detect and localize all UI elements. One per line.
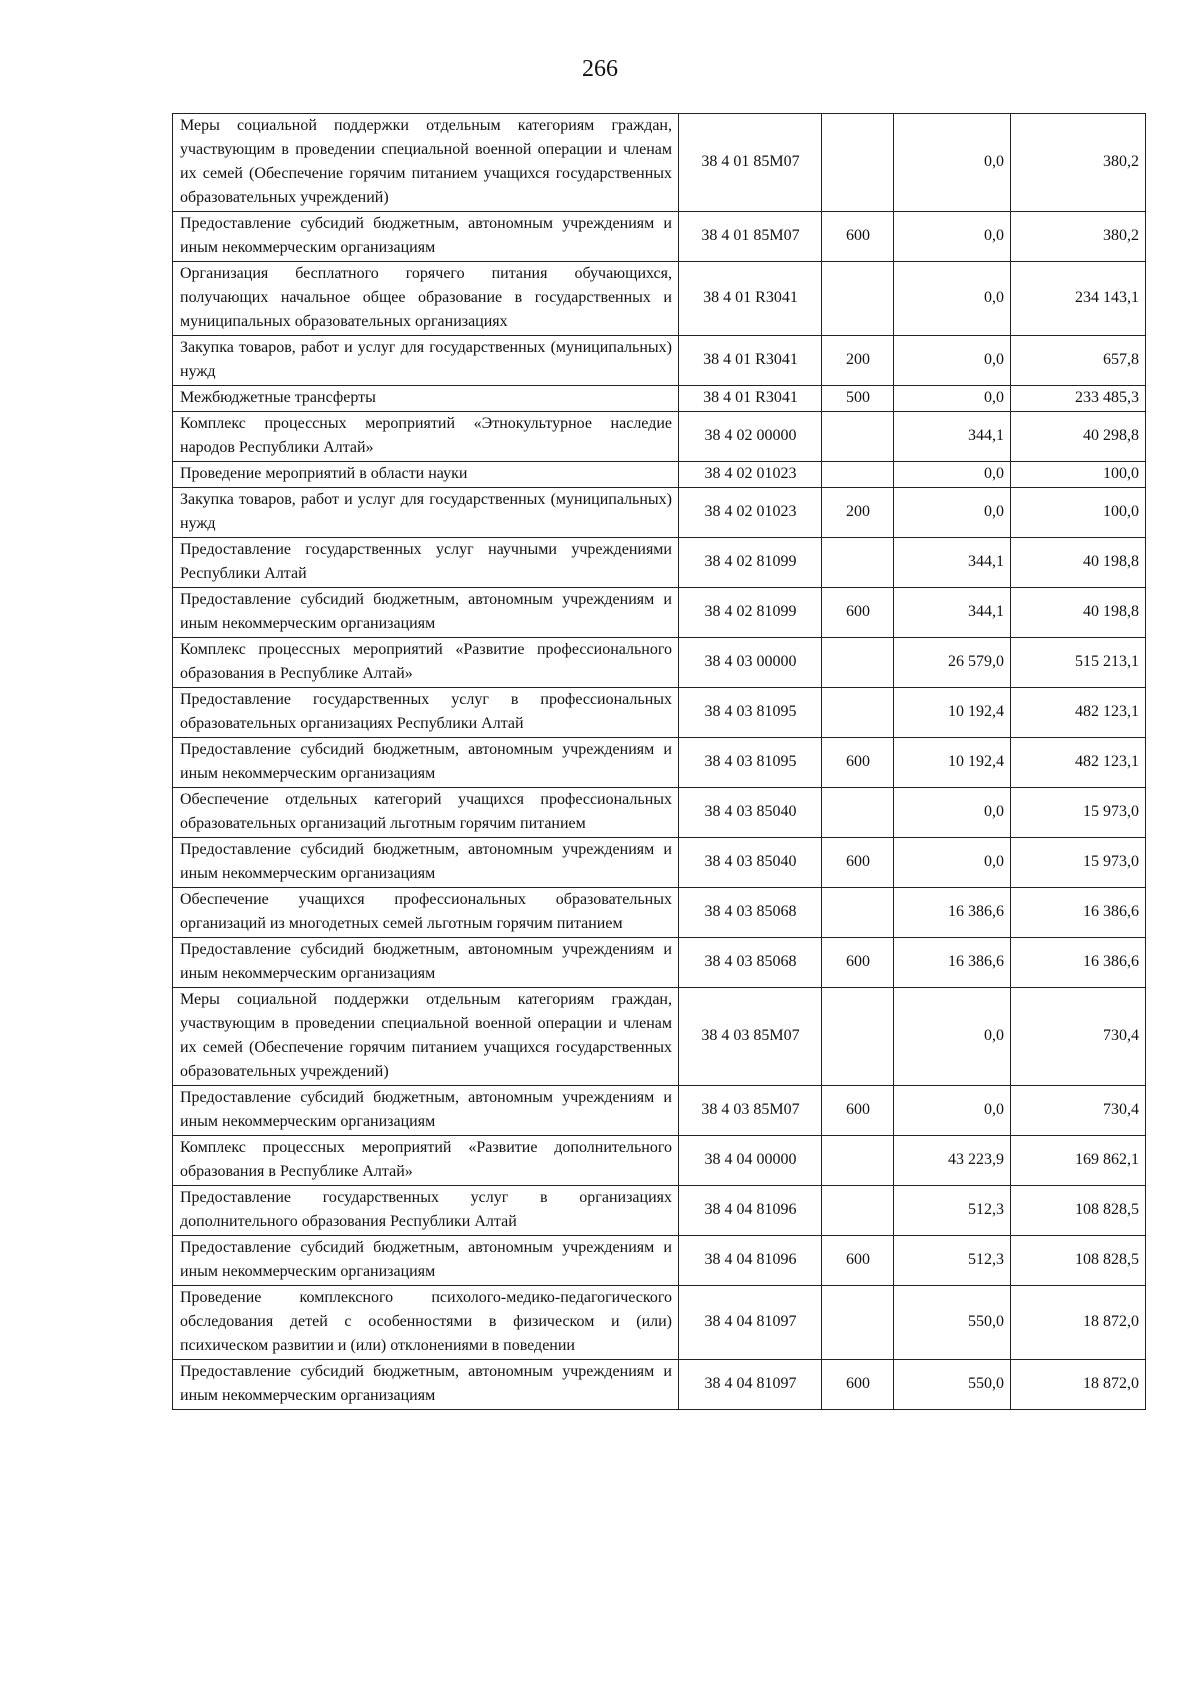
row-name: Предоставление субсидий бюджетным, автономным учреждениям и иным некоммерческим организациям: [173, 1360, 679, 1410]
row-value-1: 43 223,9: [894, 1136, 1011, 1186]
row-name: Закупка товаров, работ и услуг для государственных (муниципальных) нужд: [173, 336, 679, 386]
row-value-2: 482 123,1: [1011, 688, 1146, 738]
row-value-2: 380,2: [1011, 114, 1146, 212]
row-value-1: 512,3: [894, 1186, 1011, 1236]
row-name: Предоставление государственных услуг научными учреждениями Республики Алтай: [173, 538, 679, 588]
row-value-1: 26 579,0: [894, 638, 1011, 688]
row-value-2: 40 198,8: [1011, 588, 1146, 638]
row-code: 38 4 03 85М07: [679, 988, 822, 1086]
row-expense-type: 600: [822, 1360, 894, 1410]
row-name: Предоставление субсидий бюджетным, автономным учреждениям и иным некоммерческим организациям: [173, 738, 679, 788]
table-row: [173, 386, 1146, 412]
row-value-2: 515 213,1: [1011, 638, 1146, 688]
budget-table-body: [173, 114, 1146, 1410]
row-code: 38 4 03 85068: [679, 938, 822, 988]
budget-table: [172, 113, 1146, 1410]
row-value-1: 0,0: [894, 488, 1011, 538]
row-expense-type: [822, 1186, 894, 1236]
table-row: [173, 1186, 1146, 1236]
table-row: [173, 1286, 1146, 1360]
row-code: 38 4 02 01023: [679, 488, 822, 538]
row-value-1: 10 192,4: [894, 688, 1011, 738]
row-name: Проведение комплексного психолого-медико-педагогического обследования детей с особенностями в физическом и (или) психическом развитии и (или) отклонениями в поведении: [173, 1286, 679, 1360]
row-name: Предоставление государственных услуг в организациях дополнительного образования Республики Алтай: [173, 1186, 679, 1236]
row-expense-type: [822, 412, 894, 462]
row-value-2: 169 862,1: [1011, 1136, 1146, 1186]
row-name: Предоставление субсидий бюджетным, автономным учреждениям и иным некоммерческим организациям: [173, 938, 679, 988]
table-row: [173, 1086, 1146, 1136]
row-expense-type: [822, 114, 894, 212]
row-code: 38 4 02 01023: [679, 462, 822, 488]
row-code: 38 4 03 81095: [679, 688, 822, 738]
table-row: [173, 1360, 1146, 1410]
row-value-1: 0,0: [894, 336, 1011, 386]
row-code: 38 4 03 85068: [679, 888, 822, 938]
row-value-2: 18 872,0: [1011, 1360, 1146, 1410]
table-row: [173, 788, 1146, 838]
row-expense-type: [822, 538, 894, 588]
row-expense-type: 500: [822, 386, 894, 412]
row-code: 38 4 01 85М07: [679, 212, 822, 262]
row-code: 38 4 03 85040: [679, 838, 822, 888]
row-expense-type: 600: [822, 938, 894, 988]
row-expense-type: 200: [822, 336, 894, 386]
row-name: Предоставление субсидий бюджетным, автономным учреждениям и иным некоммерческим организациям: [173, 1236, 679, 1286]
row-name: Предоставление государственных услуг в профессиональных образовательных организациях Республики Алтай: [173, 688, 679, 738]
row-value-2: 100,0: [1011, 462, 1146, 488]
table-row: [173, 262, 1146, 336]
row-code: 38 4 01 85М07: [679, 114, 822, 212]
table-row: [173, 462, 1146, 488]
row-expense-type: 600: [822, 588, 894, 638]
row-value-2: 40 298,8: [1011, 412, 1146, 462]
table-row: [173, 588, 1146, 638]
row-code: 38 4 04 81096: [679, 1186, 822, 1236]
table-row: [173, 838, 1146, 888]
row-value-1: 0,0: [894, 114, 1011, 212]
row-code: 38 4 03 00000: [679, 638, 822, 688]
row-value-1: 344,1: [894, 538, 1011, 588]
row-name: Комплекс процессных мероприятий «Развитие дополнительного образования в Республике Алтай»: [173, 1136, 679, 1186]
row-value-1: 0,0: [894, 386, 1011, 412]
row-name: Меры социальной поддержки отдельным категориям граждан, участвующим в проведении специальной военной операции и членам их семей (Обеспечение горячим питанием учащихся государственных образовательных учреждений): [173, 988, 679, 1086]
row-expense-type: [822, 788, 894, 838]
row-expense-type: [822, 462, 894, 488]
row-name: Закупка товаров, работ и услуг для государственных (муниципальных) нужд: [173, 488, 679, 538]
row-name: Проведение мероприятий в области науки: [173, 462, 679, 488]
row-expense-type: 600: [822, 212, 894, 262]
row-expense-type: [822, 888, 894, 938]
row-code: 38 4 04 81096: [679, 1236, 822, 1286]
row-name: Обеспечение учащихся профессиональных образовательных организаций из многодетных семей льготным горячим питанием: [173, 888, 679, 938]
row-value-1: 0,0: [894, 212, 1011, 262]
row-value-2: 15 973,0: [1011, 838, 1146, 888]
row-expense-type: [822, 638, 894, 688]
row-value-2: 730,4: [1011, 1086, 1146, 1136]
page-number: 266: [582, 56, 618, 82]
row-value-1: 512,3: [894, 1236, 1011, 1286]
table-row: [173, 638, 1146, 688]
row-expense-type: [822, 688, 894, 738]
row-code: 38 4 03 85040: [679, 788, 822, 838]
row-value-1: 10 192,4: [894, 738, 1011, 788]
row-expense-type: 600: [822, 1236, 894, 1286]
row-name: Предоставление субсидий бюджетным, автономным учреждениям и иным некоммерческим организациям: [173, 588, 679, 638]
table-row: [173, 988, 1146, 1086]
row-value-1: 344,1: [894, 412, 1011, 462]
row-expense-type: [822, 1286, 894, 1360]
row-name: Предоставление субсидий бюджетным, автономным учреждениям и иным некоммерческим организациям: [173, 1086, 679, 1136]
row-code: 38 4 04 00000: [679, 1136, 822, 1186]
row-value-2: 108 828,5: [1011, 1186, 1146, 1236]
row-value-1: 0,0: [894, 262, 1011, 336]
row-value-2: 16 386,6: [1011, 938, 1146, 988]
table-row: [173, 488, 1146, 538]
row-name: Меры социальной поддержки отдельным категориям граждан, участвующим в проведении специальной военной операции и членам их семей (Обеспечение горячим питанием учащихся государственных образовательных учреждений): [173, 114, 679, 212]
table-row: [173, 888, 1146, 938]
table-row: [173, 738, 1146, 788]
row-name: Межбюджетные трансферты: [173, 386, 679, 412]
row-expense-type: [822, 988, 894, 1086]
row-value-2: 16 386,6: [1011, 888, 1146, 938]
row-value-1: 344,1: [894, 588, 1011, 638]
row-code: 38 4 02 81099: [679, 588, 822, 638]
row-value-1: 16 386,6: [894, 938, 1011, 988]
row-expense-type: [822, 1136, 894, 1186]
row-value-1: 0,0: [894, 462, 1011, 488]
row-value-2: 108 828,5: [1011, 1236, 1146, 1286]
row-expense-type: [822, 262, 894, 336]
row-value-2: 15 973,0: [1011, 788, 1146, 838]
row-name: Комплекс процессных мероприятий «Развитие профессионального образования в Республике Алтай»: [173, 638, 679, 688]
row-value-1: 0,0: [894, 788, 1011, 838]
row-code: 38 4 03 81095: [679, 738, 822, 788]
row-code: 38 4 04 81097: [679, 1286, 822, 1360]
row-name: Предоставление субсидий бюджетным, автономным учреждениям и иным некоммерческим организациям: [173, 212, 679, 262]
table-row: [173, 938, 1146, 988]
row-value-2: 730,4: [1011, 988, 1146, 1086]
row-code: 38 4 01 R3041: [679, 386, 822, 412]
row-value-1: 0,0: [894, 1086, 1011, 1136]
row-value-2: 40 198,8: [1011, 538, 1146, 588]
row-code: 38 4 02 81099: [679, 538, 822, 588]
row-value-1: 0,0: [894, 838, 1011, 888]
row-code: 38 4 02 00000: [679, 412, 822, 462]
row-value-1: 16 386,6: [894, 888, 1011, 938]
row-value-2: 657,8: [1011, 336, 1146, 386]
row-value-2: 234 143,1: [1011, 262, 1146, 336]
row-expense-type: 600: [822, 738, 894, 788]
row-value-2: 100,0: [1011, 488, 1146, 538]
row-value-1: 550,0: [894, 1286, 1011, 1360]
row-expense-type: 200: [822, 488, 894, 538]
table-row: [173, 212, 1146, 262]
row-value-2: 482 123,1: [1011, 738, 1146, 788]
row-value-1: 0,0: [894, 988, 1011, 1086]
row-value-2: 18 872,0: [1011, 1286, 1146, 1360]
row-value-1: 550,0: [894, 1360, 1011, 1410]
table-row: [173, 114, 1146, 212]
row-name: Комплекс процессных мероприятий «Этнокультурное наследие народов Республики Алтай»: [173, 412, 679, 462]
row-name: Обеспечение отдельных категорий учащихся профессиональных образовательных организаций льготным горячим питанием: [173, 788, 679, 838]
row-name: Предоставление субсидий бюджетным, автономным учреждениям и иным некоммерческим организациям: [173, 838, 679, 888]
row-code: 38 4 01 R3041: [679, 262, 822, 336]
row-code: 38 4 03 85М07: [679, 1086, 822, 1136]
row-value-2: 233 485,3: [1011, 386, 1146, 412]
table-row: [173, 1236, 1146, 1286]
table-row: [173, 688, 1146, 738]
table-row: [173, 1136, 1146, 1186]
row-value-2: 380,2: [1011, 212, 1146, 262]
row-code: 38 4 01 R3041: [679, 336, 822, 386]
row-name: Организация бесплатного горячего питания обучающихся, получающих начальное общее образование в государственных и муниципальных образовательных организациях: [173, 262, 679, 336]
row-expense-type: 600: [822, 838, 894, 888]
table-row: [173, 412, 1146, 462]
row-code: 38 4 04 81097: [679, 1360, 822, 1410]
table-row: [173, 336, 1146, 386]
row-expense-type: 600: [822, 1086, 894, 1136]
table-row: [173, 538, 1146, 588]
